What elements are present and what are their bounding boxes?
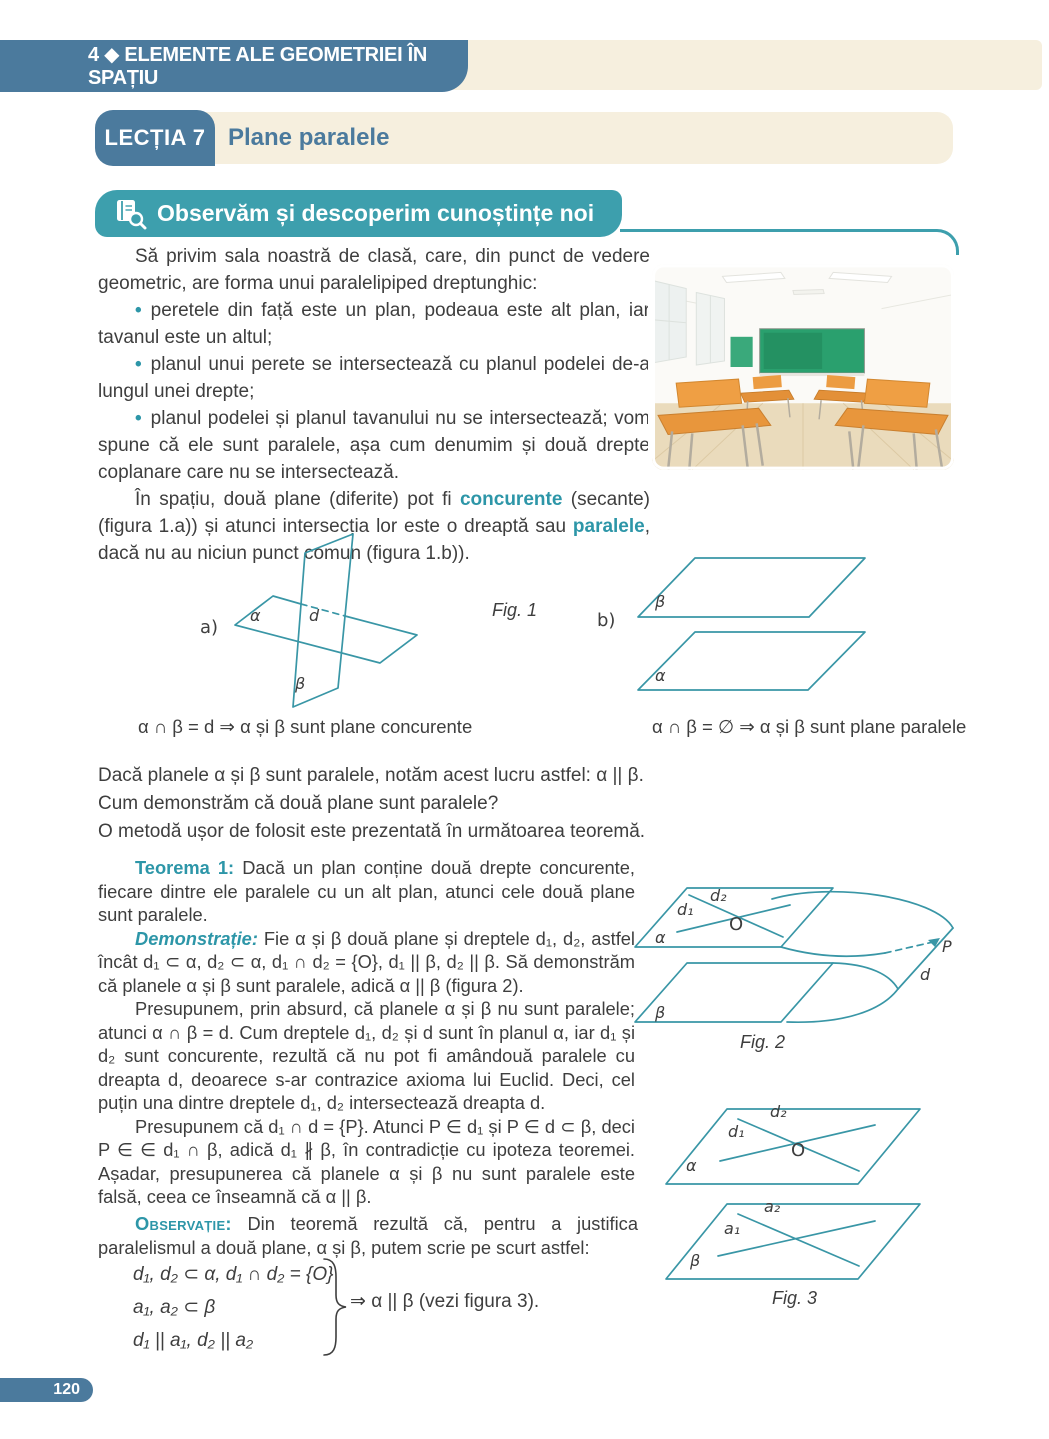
page-number-pill [0, 1378, 93, 1402]
fig1b-parallel-planes [595, 525, 885, 705]
book-search-icon [113, 198, 149, 230]
section-decorative-line [620, 229, 959, 255]
fig3-beta-label: β [690, 1251, 701, 1270]
observation-paragraph: Observație: Din teoremă rezultă că, pentru a justifica paralelismul a două plane, α și β, putem scrie pe scurt astfel: [98, 1213, 638, 1258]
notation-line: O metodă ușor de folosit este prezentată în următoarea teoremă. [98, 821, 646, 842]
observation-text [98, 1212, 638, 1260]
fig3-parallel-planes-lines [650, 1088, 995, 1318]
page-number: 120 [53, 1381, 80, 1398]
fig2-d2-label: d₂ [710, 886, 727, 905]
fig2-theorem-diagram [630, 868, 1030, 1063]
fig2-P-label: P [942, 937, 952, 956]
fig1a-alpha-label: α [250, 606, 261, 625]
notation-text [98, 762, 658, 846]
classroom-photo [652, 264, 954, 470]
fig2-caption: Fig. 2 [740, 1032, 786, 1052]
chapter-banner [0, 40, 468, 92]
lesson-bar [95, 112, 953, 164]
lesson-badge [95, 110, 215, 166]
formula-line: d₁ || a₁, d₂ || a₂ [133, 1330, 254, 1351]
curly-brace [322, 1257, 350, 1357]
observation-formulas [133, 1258, 334, 1357]
theorem-paragraph: Teorema 1: Dacă un plan conține două drepte concurente, fiecare dintre ele paralele cu un alt plan, atunci cele două plane sunt paralele. [98, 857, 635, 925]
fig1a-beta-label: β [295, 674, 306, 693]
bullet-item: • planul unui perete se intersectează cu planul podelei de-a lungul unei drepte; [98, 351, 650, 405]
fig3-a2-label: a₂ [764, 1197, 781, 1216]
fig1-caption: Fig. 1 [492, 600, 538, 620]
intro-paragraph: Să privim sala noastră de clasă, care, din punct de vedere geometric, are forma unui paralelipiped dreptunghic: [98, 246, 650, 294]
bullet-item: • peretele din față este un plan, podeaua este alt plan, iar tavanul este un altul; [98, 297, 650, 351]
fig1a-formula-caption: α ∩ β = d ⇒ α și β sunt plane concurente [138, 716, 473, 737]
notation-line: Dacă planele α și β sunt paralele, notăm acest lucru astfel: α || β. [98, 765, 644, 786]
fig1b-alpha-label: α [655, 666, 666, 685]
fig1b-label: b) [597, 610, 616, 631]
fig1b-beta-label: β [655, 592, 666, 611]
fig2-beta-label: β [655, 1003, 666, 1022]
fig3-alpha-label: α [686, 1156, 697, 1175]
fig2-d1-label: d₁ [677, 900, 694, 919]
fig1a-concurrent-planes [195, 528, 455, 718]
fig2-O-label: O [729, 914, 744, 935]
section-title: Observăm și descoperim cunoștințe noi [157, 200, 595, 226]
notation-line: Cum demonstrăm că două plane sunt paralele? [98, 793, 499, 814]
bullet-icon [135, 354, 151, 375]
fig2-alpha-label: α [655, 928, 666, 947]
fig3-d2-label: d₂ [770, 1102, 787, 1121]
fig3-caption: Fig. 3 [772, 1288, 818, 1308]
fig1a-label: a) [200, 617, 219, 638]
chapter-title: 4 ◆ ELEMENTE ALE GEOMETRIEI ÎN SPAȚIU [88, 44, 428, 89]
proof-paragraph: Presupunem că d₁ ∩ d = {P}. Atunci P ∈ d₁ și P ∈ d ⊂ β, deci P ∈ ∈ d₁ ∩ β, adică d₁ ∦ β, în contradicție cu ipoteza teoremei. Așadar, presupunerea că planele α și β nu sunt paralele este falsă, ceea ce înseamnă că α || β. [98, 1115, 635, 1207]
formula-line: a₁, a₂ ⊂ β [133, 1297, 216, 1318]
bullet-icon [135, 300, 151, 321]
lesson-title: Plane paralele [228, 124, 390, 151]
bullet-item: • planul podelei și planul tavanului nu se intersectează; vom spune că ele sunt paralele, așa cum denumim și două drepte coplanare care nu se intersectează. [98, 405, 650, 486]
intro-text [98, 243, 650, 567]
lesson-badge-label: LECȚIA 7 [104, 125, 206, 150]
formula-line: d₁, d₂ ⊂ α, d₁ ∩ d₂ = {O} [133, 1264, 334, 1285]
observation-conclusion: ⇒ α || β (vezi figura 3). [350, 1291, 540, 1312]
proof-paragraph: Demonstrație: Fie α și β două plane și dreptele d₁, d₂, astfel încât d₁ ⊂ α, d₂ ⊂ α, d₁ ∩ d₂ = {O}, d₁ || β, d₂ || β. Să demonstrăm că planele α și β sunt paralele, adică α || β (figura 2). [98, 927, 635, 996]
bullet-icon [135, 408, 151, 429]
theorem-proof-text [98, 856, 635, 1209]
fig3-a1-label: a₁ [724, 1219, 741, 1238]
section-banner [95, 190, 622, 237]
fig2-d-label: d [920, 965, 931, 984]
fig1a-d-label: d [309, 606, 320, 625]
intro-paragraph: În spațiu, două plane (diferite) pot fi concurente (secante) (figura 1.a)) și atunci intersecția lor este o dreaptă sau paralele, dacă nu au niciun punct comun (figura 1.b)). [98, 489, 650, 564]
proof-paragraph: Presupunem, prin absurd, că planele α și β nu sunt paralele; atunci α ∩ β = d. Cum dreptele d₁, d₂ și d sunt în planul α, iar d₁ și d₂ sunt concurente, rezultă că nu pot fi amândouă paralele cu dreapta d, deoarece s-ar contrazice axioma lui Euclid. Deci, cel puțin una dintre dreptele d₁, d₂ intersectează dreapta d. [98, 998, 635, 1113]
fig1b-formula-caption: α ∩ β = ∅ ⇒ α și β sunt plane paralele [652, 716, 967, 737]
fig3-O-label: O [791, 1140, 806, 1161]
fig3-d1-label: d₁ [728, 1122, 745, 1141]
